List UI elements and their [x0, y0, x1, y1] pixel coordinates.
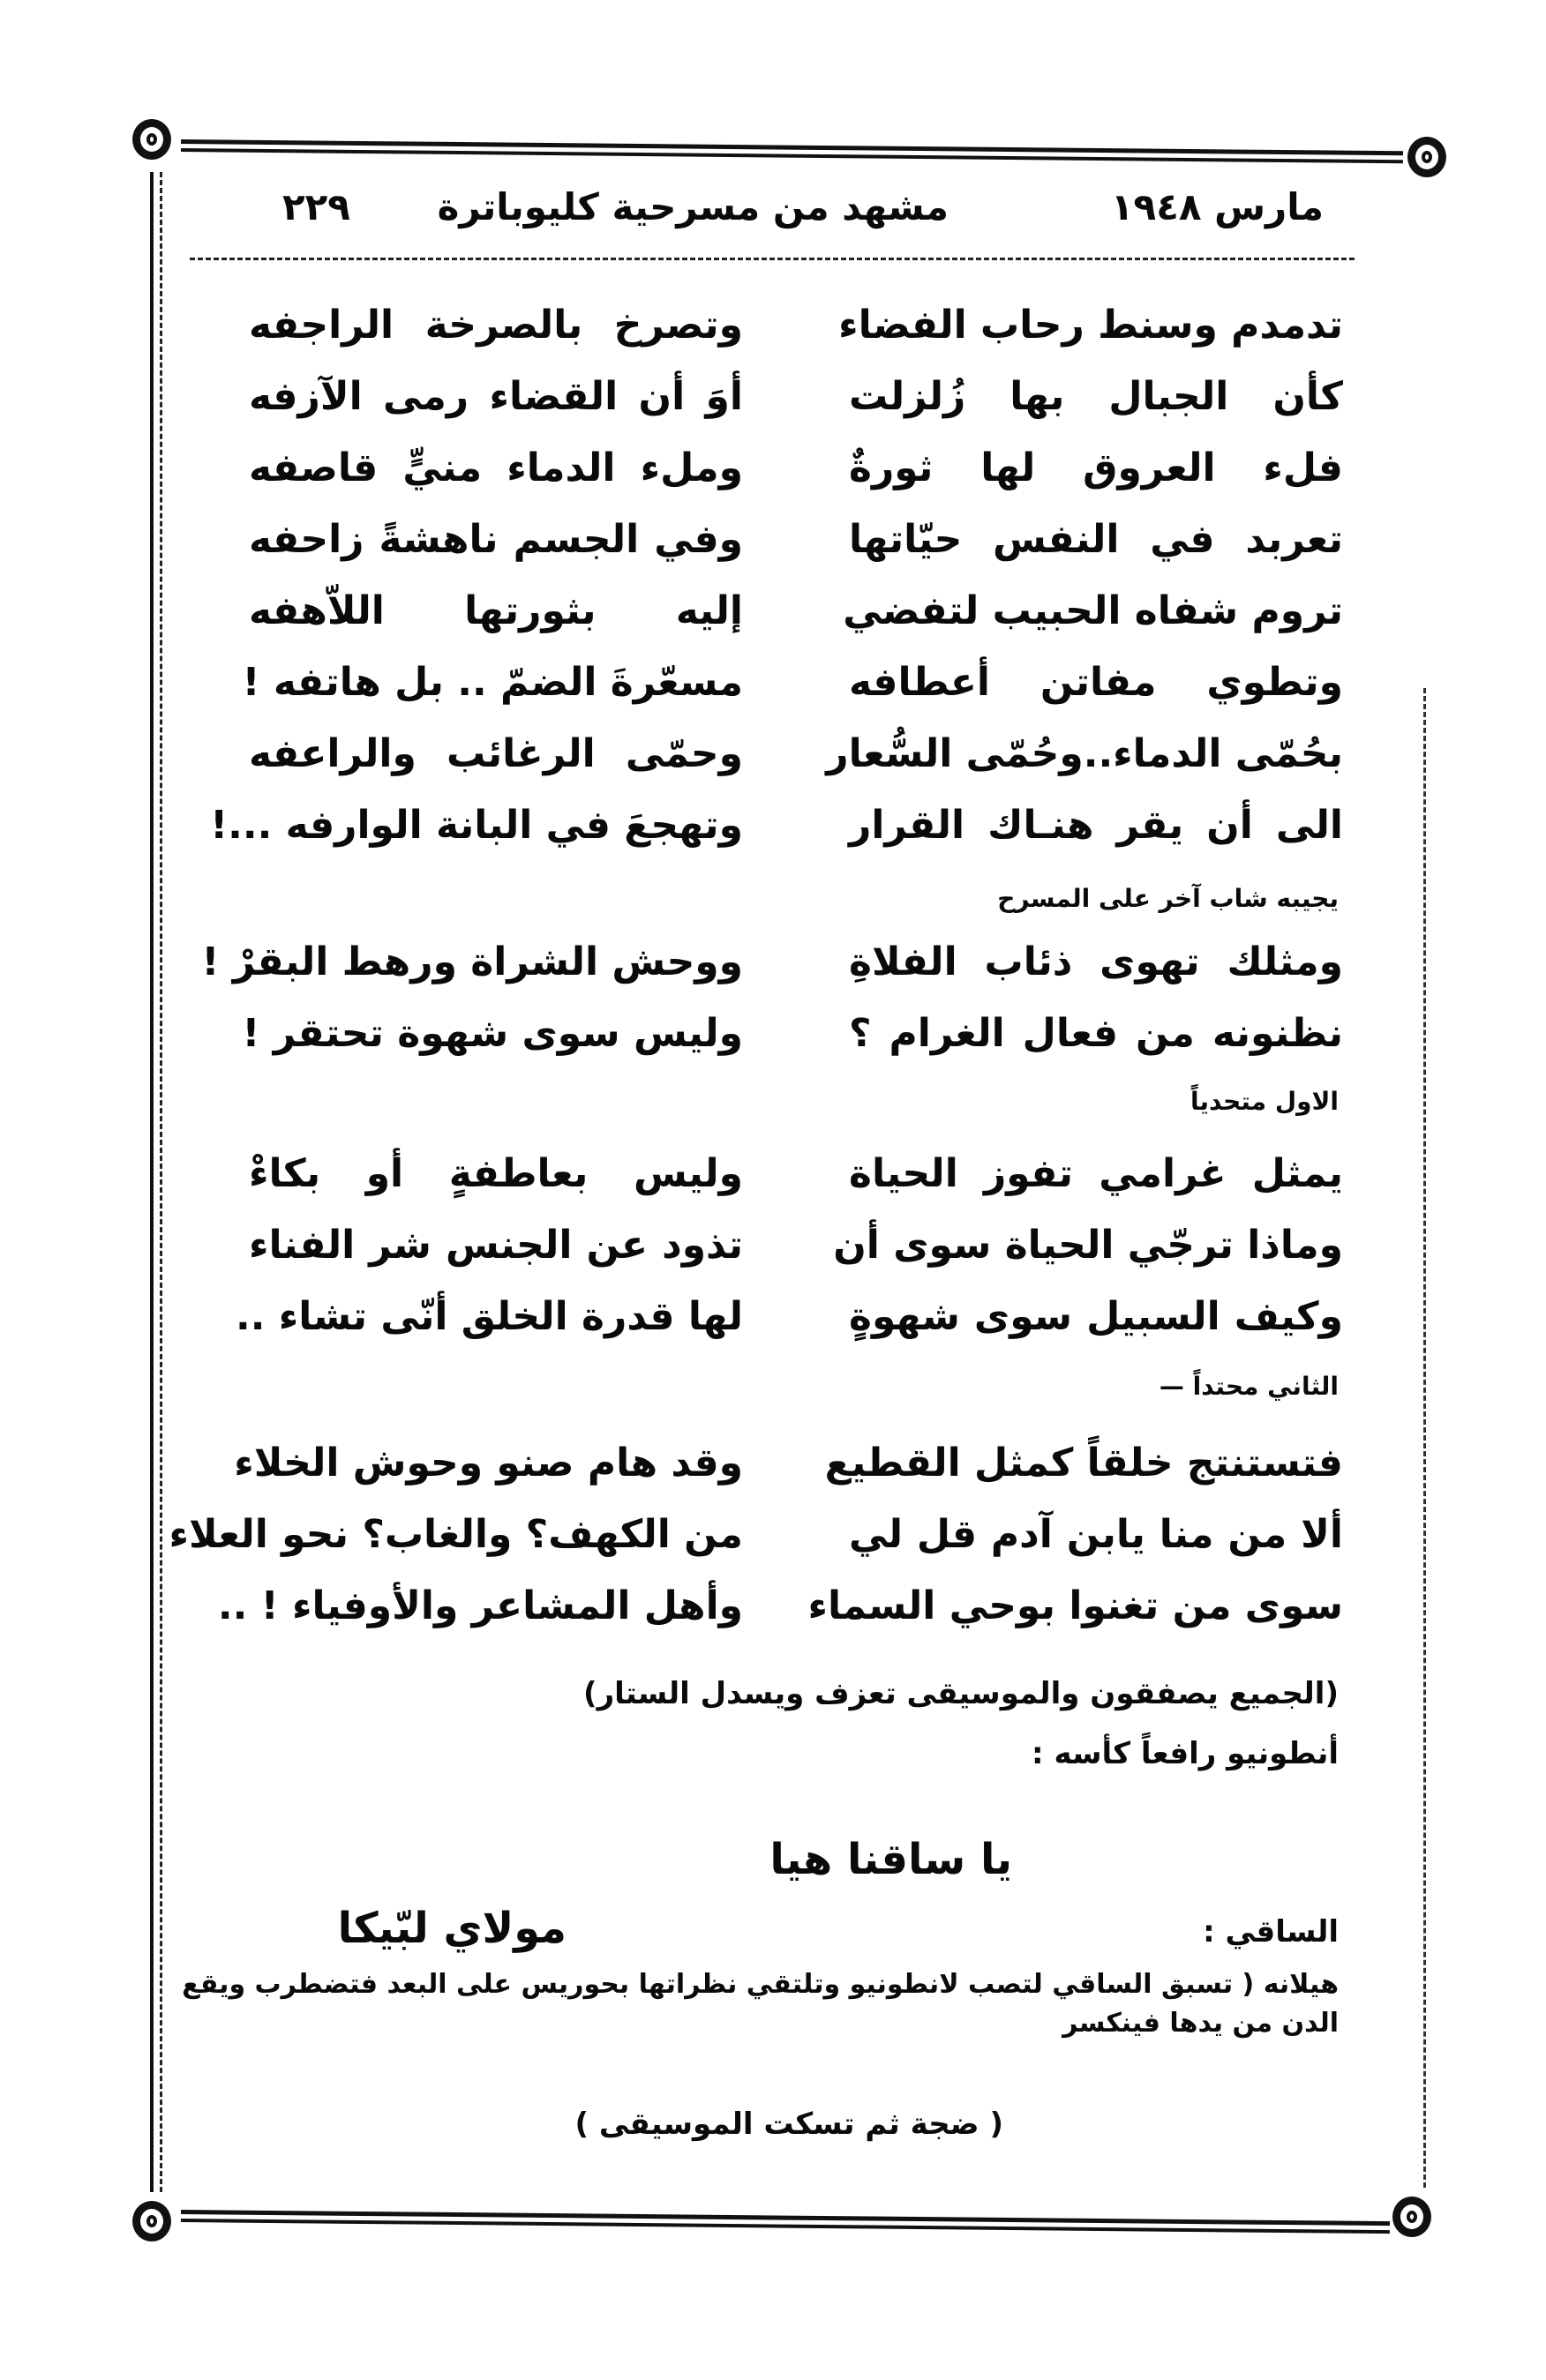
verse-line — [249, 1209, 1343, 1281]
issue-date: مارس ١٩٤٨ — [1110, 185, 1324, 228]
song-line-antonio: يا ساقنا هيا — [769, 1835, 1012, 1884]
verse-second-hemistich: أوَ أن القضاء رمى الآزفه — [249, 374, 743, 419]
stage-direction: الثاني محتداً — — [1159, 1372, 1339, 1401]
verse-first-hemistich: وتطوي مفاتن أعطافه — [849, 660, 1343, 705]
verse-first-hemistich: تدمدم وسنط رحاب الفضاء — [838, 303, 1343, 348]
left-border-rule — [150, 172, 154, 2192]
verse-second-hemistich: من الكهف؟ والغاب؟ نحو العلاء — [169, 1512, 743, 1557]
header-underline — [190, 258, 1355, 260]
bottom-border-rule — [181, 2210, 1390, 2234]
verse-first-hemistich: تعربد في النفس حيّاتها — [849, 517, 1343, 562]
verse-second-hemistich: وتهجعَ في البانة الوارفه ...! — [210, 803, 743, 848]
stage-direction: يجيبه شاب آخر على المسرح — [997, 884, 1339, 913]
verse-second-hemistich: وقد هام صنو وحوش الخلاء — [234, 1441, 743, 1486]
verse-line — [242, 647, 1343, 718]
right-border-rule — [1423, 688, 1426, 2188]
page-number: ٢٢٩ — [282, 185, 350, 228]
verse-line — [234, 1427, 1343, 1499]
helena-line-2: الدن من يدها فينكسر — [1062, 2008, 1339, 2039]
stage-direction-final: ( ضجة ثم تسكت الموسيقى ) — [574, 2107, 1003, 2142]
stage-direction-applause: (الجميع يصفقون والموسيقى تعزف ويسدل الستار) — [583, 1676, 1339, 1711]
song-line-saqi: مولاي لبّيكا — [337, 1904, 567, 1953]
verse-line — [249, 361, 1343, 432]
left-border-rule-inner — [160, 172, 162, 2192]
verse-first-hemistich: نظنونه من فعال الغرام ؟ — [849, 1011, 1343, 1056]
verse-first-hemistich: كأن الجبال بها زُلزلت — [849, 374, 1343, 419]
verse-first-hemistich: يمثل غرامي تفوز الحياة — [849, 1151, 1343, 1196]
verse-second-hemistich: ووحش الشراة ورهط البقرْ ! — [201, 939, 743, 984]
verse-second-hemistich: وليس سوى شهوة تحتقر ! — [242, 1011, 743, 1056]
top-border-rule — [181, 139, 1403, 163]
running-head — [265, 181, 1324, 234]
stage-direction-antonio: أنطونيو رافعاً كأسه : — [1032, 1736, 1339, 1771]
article-title: مشهد من مسرحية كليوباترة — [437, 185, 949, 228]
verse-first-hemistich: ألا من منا يابن آدم قل لي — [849, 1512, 1343, 1557]
verse-second-hemistich: لها قدرة الخلق أنّى تشاء .. — [235, 1294, 743, 1339]
verse-line — [249, 1138, 1343, 1209]
corner-ornament-top-right-icon — [1407, 137, 1446, 177]
verse-line — [249, 718, 1343, 790]
verse-second-hemistich: تذود عن الجنس شر الفناء — [249, 1223, 743, 1268]
verse-line — [169, 1499, 1343, 1570]
verse-line — [235, 1281, 1343, 1352]
verse-block-2 — [201, 926, 1343, 1069]
corner-ornament-top-left-icon — [132, 119, 171, 160]
verse-first-hemistich: فتستنتج خلقاً كمثل القطيع — [824, 1441, 1343, 1486]
verse-second-hemistich: وأهل المشاعر والأوفياء ! .. — [217, 1583, 743, 1628]
verse-line — [249, 504, 1343, 575]
verse-line — [201, 926, 1343, 998]
verse-first-hemistich: تروم شفاه الحبيب لتفضي — [843, 588, 1343, 633]
corner-ornament-bottom-right-icon — [1392, 2197, 1431, 2237]
verse-first-hemistich: بحُمّى الدماء..وحُمّى السُّعار — [826, 731, 1343, 776]
verse-second-hemistich: وليس بعاطفةٍ أو بكاءْ — [249, 1151, 743, 1196]
verse-line — [249, 289, 1343, 361]
verse-second-hemistich: وفي الجسم ناهشةً زاحفه — [249, 517, 743, 562]
verse-block-4 — [169, 1427, 1343, 1642]
helena-line-1: هيلانه ( تسبق الساقي لتصب لانطونيو وتلتقي نظراتها بحوريس على البعد فتضطرب ويقع — [182, 1969, 1339, 2000]
verse-line — [217, 1570, 1343, 1642]
corner-ornament-bottom-left-icon — [132, 2201, 171, 2242]
speaker-label-saqi: الساقي : — [1203, 1914, 1339, 1950]
verse-first-hemistich: وماذا ترجّي الحياة سوى أن — [833, 1223, 1343, 1268]
verse-block-1 — [210, 289, 1343, 861]
verse-line — [249, 575, 1343, 647]
verse-first-hemistich: سوى من تغنوا بوحي السماء — [807, 1583, 1343, 1628]
verse-second-hemistich: وتصرخ بالصرخة الراجفه — [249, 303, 743, 348]
verse-block-3 — [235, 1138, 1343, 1352]
verse-first-hemistich: الى أن يقر هنـاك القرار — [849, 803, 1343, 848]
stage-direction-helena — [182, 1965, 1339, 2043]
stage-direction: الاول متحدياً — [1190, 1087, 1339, 1116]
verse-second-hemistich: مسعّرةَ الضمّ .. بل هاتفه ! — [242, 660, 743, 705]
verse-line — [249, 432, 1343, 504]
verse-first-hemistich: ومثلك تهوى ذئاب الفلاةِ — [849, 939, 1343, 984]
verse-second-hemistich: وملء الدماء منيٍّ قاصفه — [249, 445, 743, 490]
verse-first-hemistich: فلء العروق لها ثورةٌ — [849, 445, 1343, 490]
verse-line — [242, 998, 1343, 1069]
verse-second-hemistich: وحمّى الرغائب والراعفه — [249, 731, 743, 776]
verse-line — [210, 790, 1343, 861]
verse-second-hemistich: إليه بثورتها اللاّهفه — [249, 588, 743, 633]
verse-first-hemistich: وكيف السبيل سوى شهوةٍ — [849, 1294, 1343, 1339]
